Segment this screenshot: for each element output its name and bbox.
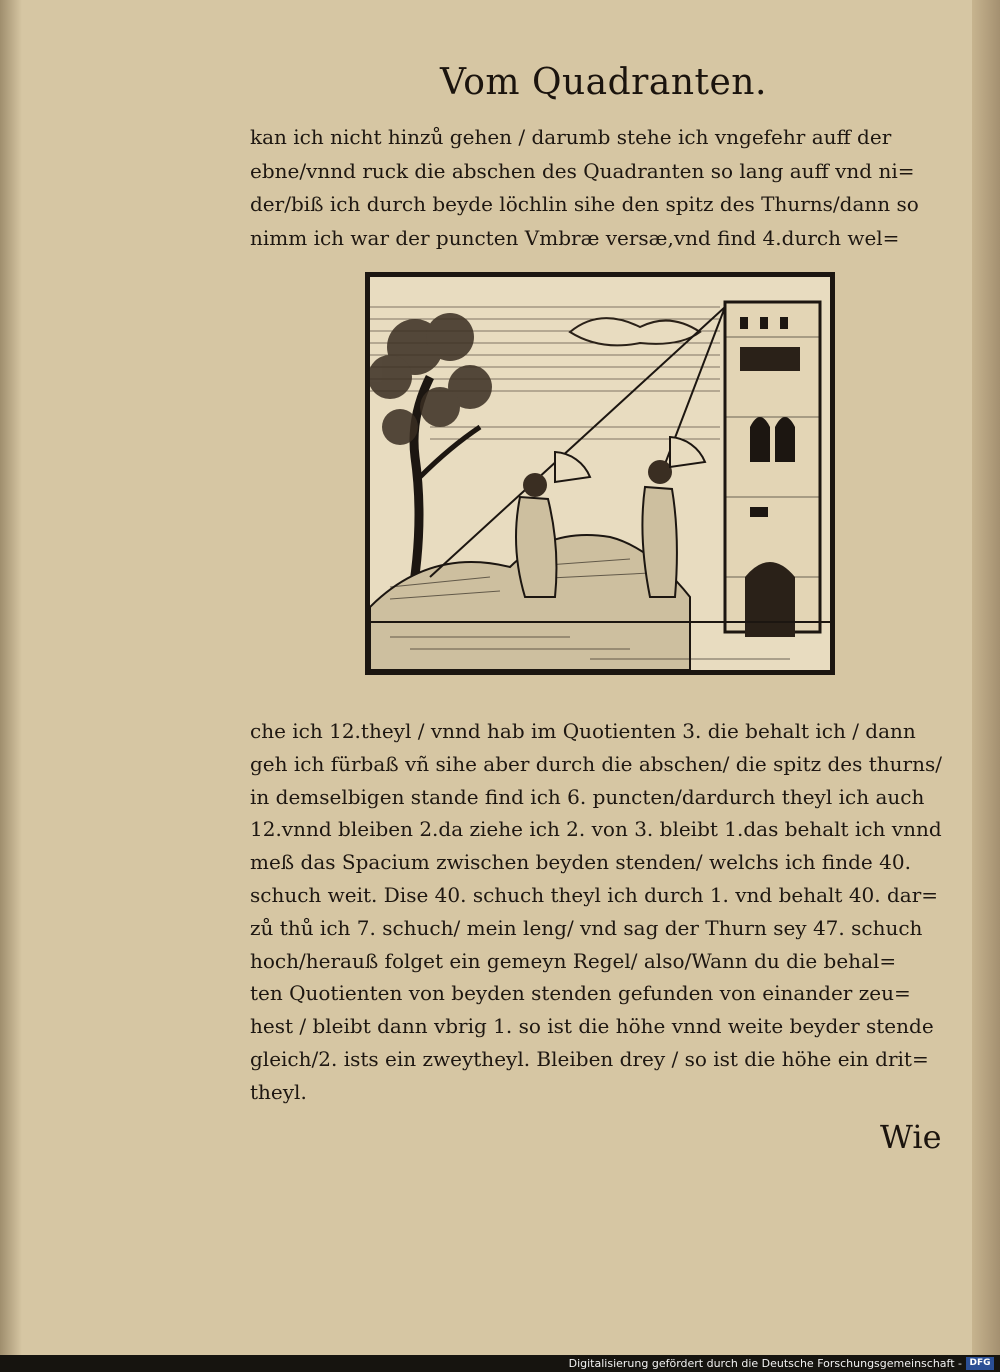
page-gutter-shadow (0, 0, 22, 1372)
text-line: schuch weit. Dise 40. schuch theyl ich durch 1. vnd behalt 40. dar= (250, 882, 939, 907)
woodcut-quadrant-tower-icon (365, 272, 835, 675)
footer-credit: Digitalisierung gefördert durch die Deutsche Forschungsgemeinschaft - (568, 1357, 962, 1370)
catchword: Wie (880, 1118, 942, 1156)
text-line: ten Quotienten von beyden stenden gefunden von einander zeu= (250, 981, 911, 1006)
text-line: hest / bleibt dann vbrig 1. so ist die höhe vnnd weite beyder stende (250, 1014, 934, 1039)
text-line: nimm ich war der puncten Vmbræ versæ,vnd find 4.durch wel= (250, 225, 900, 250)
top-paragraph (250, 121, 962, 255)
text-line: in demselbigen stande find ich 6. puncten/dardurch theyl ich auch (250, 784, 925, 809)
text-line: meß das Spacium zwischen beyden stenden/ welchs ich finde 40. (250, 850, 911, 875)
text-line: theyl. (250, 1079, 307, 1104)
bottom-paragraph (250, 715, 962, 1109)
text-line: 12.vnnd bleiben 2.da ziehe ich 2. von 3. bleibt 1.das behalt ich vnnd (250, 817, 942, 842)
text-line: kan ich nicht hinzů gehen / darumb stehe ich vngefehr auff der (250, 125, 892, 149)
text-line: ebne/vnnd ruck die abschen des Quadranten so lang auff vnd ni= (250, 158, 915, 183)
text-line: geh ich fürbaß vñ sihe aber durch die abschen/ die spitz des thurns/ (250, 751, 943, 776)
text-line: der/biß ich durch beyde löchlin sihe den spitz des Thurns/dann so (250, 192, 919, 216)
text-line: gleich/2. ists ein zweytheyl. Bleiben drey / so ist die höhe ein drit= (250, 1046, 929, 1071)
text-line: che ich 12.theyl / vnnd hab im Quotienten 3. die behalt ich / dann (250, 719, 916, 743)
page-heading: Vom Quadranten. (440, 62, 767, 103)
page-edge (972, 0, 1000, 1355)
text-line: zů thů ich 7. schuch/ mein leng/ vnd sag der Thurn sey 47. schuch (250, 915, 923, 940)
text-line: hoch/herauß folget ein gemeyn Regel/ also/Wann du die behal= (250, 948, 897, 973)
dfg-logo: DFG (966, 1357, 994, 1370)
